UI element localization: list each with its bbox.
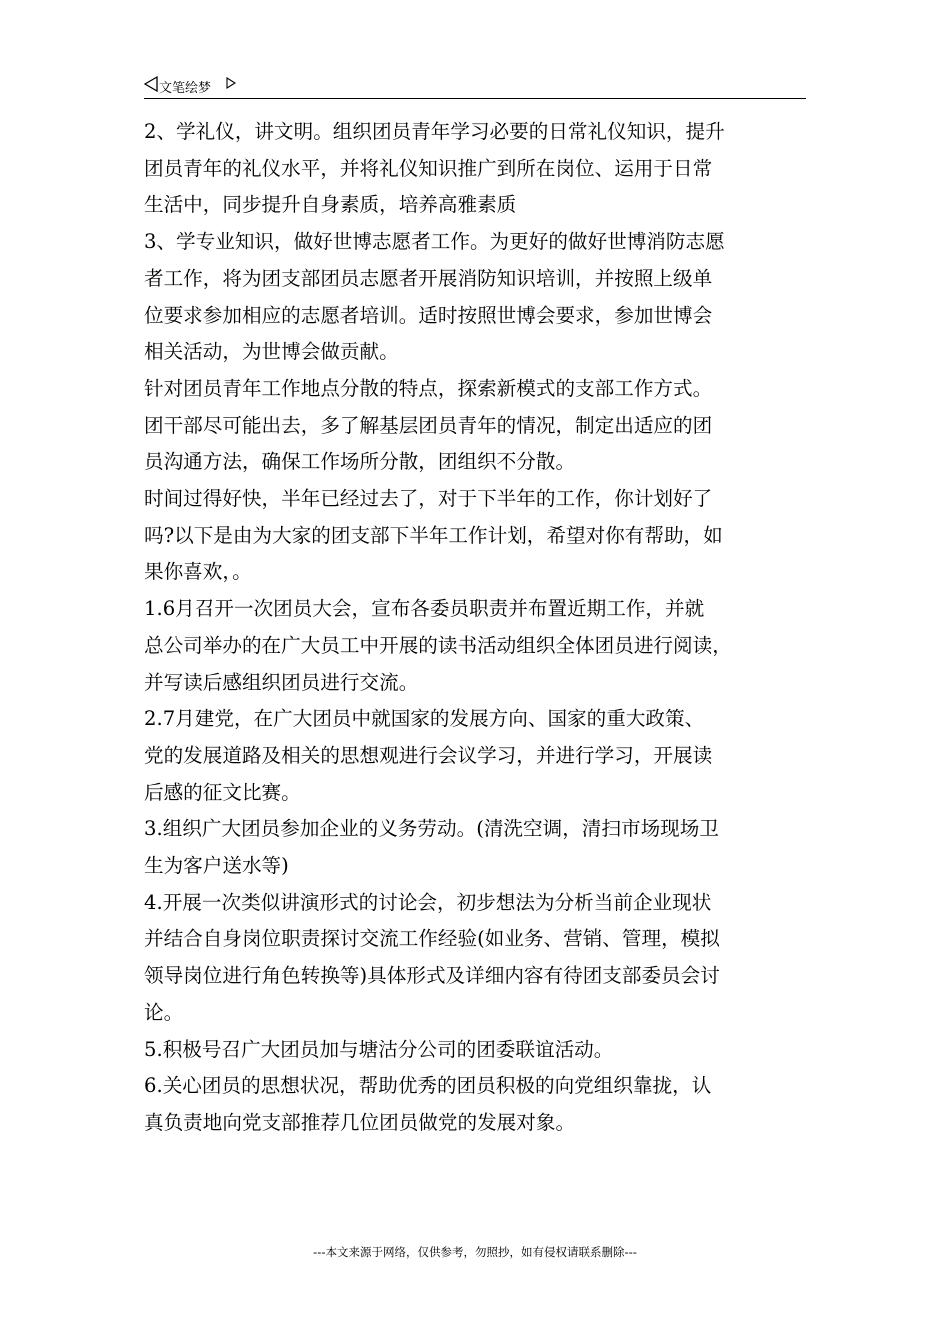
text-line: 3、学专业知识，做好世博志愿者工作。为更好的做好世博消防志愿 [144,230,725,254]
text-line: 党的发展道路及相关的思想观进行会议学习，并进行学习，开展读 [144,743,713,767]
text-line: 团干部尽可能出去，多了解基层团员青年的情况，制定出适应的团 [144,413,713,437]
text-line: 生为客户送水等) [144,854,289,878]
text-line: 员沟通方法，确保工作场所分散，团组织不分散。 [144,450,576,474]
triangle-right-icon [226,77,236,89]
triangle-left-icon [144,76,158,92]
text-line: 6.关心团员的思想状况，帮助优秀的团员积极的向党组织靠拢，认 [144,1074,712,1098]
text-line: 4.开展一次类似讲演形式的讨论会，初步想法为分析当前企业现状 [144,890,712,914]
text-line: 针对团员青年工作地点分散的特点，探索新模式的支部工作方式。 [144,376,713,400]
page-header [144,74,806,99]
text-line: 总公司举办的在广大员工中开展的读书活动组织全体团员进行阅读， [144,633,732,657]
text-line: 后感的征文比赛。 [144,780,301,804]
text-line: 吗?以下是由为大家的团支部下半年工作计划，希望对你有帮助，如 [144,523,723,547]
text-line: 并写读后感组织团员进行交流。 [144,670,419,694]
text-line: 领导岗位进行角色转换等)具体形式及详细内容有待团支部委员会讨 [144,964,720,988]
text-line: 并结合自身岗位职责探讨交流工作经验(如业务、营销、管理，模拟 [144,927,720,951]
text-line: 者工作，将为团支部团员志愿者开展消防知识培训，并按照上级单 [144,266,713,290]
text-line: 1.6月召开一次团员大会，宣布各委员职责并布置近期工作，并就 [144,597,705,621]
text-line: 生活中，同步提升自身素质，培养高雅素质 [144,193,517,217]
text-line: 3.组织广大团员参加企业的义务劳动。(清洗空调，清扫市场现场卫 [144,817,719,841]
text-line: 相关活动，为世博会做贡献。 [144,340,399,364]
text-line: 果你喜欢，。 [144,560,252,584]
page-footer: ---本文来源于网络，仅供参考，勿照抄，如有侵权请联系删除--- [313,1245,637,1259]
text-line: 论。 [144,1000,184,1024]
text-line: 位要求参加相应的志愿者培训。适时按照世博会要求，参加世博会 [144,303,713,327]
text-line: 2.7月建党，在广大团员中就国家的发展方向、国家的重大政策、 [144,707,705,731]
text-line: 时间过得好快，半年已经过去了，对于下半年的工作，你计划好了 [144,487,713,511]
header-title: 文笔绘梦 [159,81,212,96]
text-line: 2、学礼仪，讲文明。组织团员青年学习必要的日常礼仪知识，提升 [144,120,725,143]
text-line: 真负责地向党支部推荐几位团员做党的发展对象。 [144,1110,576,1134]
text-line: 5.积极号召广大团员加与塘沽分公司的团委联谊活动。 [144,1037,614,1061]
document-body [144,114,808,1142]
text-line: 团员青年的礼仪水平，并将礼仪知识推广到所在岗位、运用于日常 [144,156,713,180]
